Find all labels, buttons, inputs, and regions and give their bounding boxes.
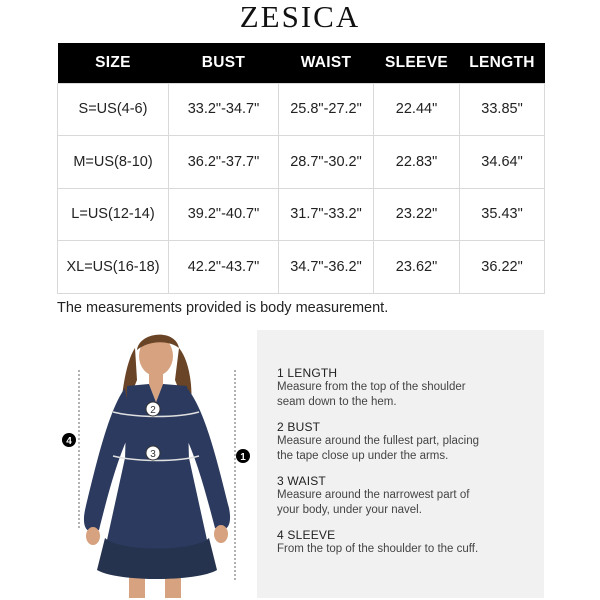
bust-cell: 42.2"-43.7" [169, 241, 279, 294]
instruction-sleeve [277, 528, 526, 557]
waist-cell: 25.8"-27.2" [279, 83, 374, 136]
waist-cell: 34.7"-36.2" [279, 241, 374, 294]
bust-cell: 39.2"-40.7" [169, 188, 279, 241]
instruction-title: 3 WAIST [277, 474, 326, 488]
instruction-text: From the top of the shoulder to the cuff. [277, 543, 479, 555]
sleeve-cell: 22.83" [374, 136, 460, 189]
instruction-text: Measure around the fullest part, placing [277, 435, 480, 447]
marker-1-label: 1 [240, 452, 246, 463]
instruction-title: 4 SLEEVE [277, 528, 336, 542]
instruction-text: Measure around the narrowest part of [277, 489, 470, 501]
size-cell: S=US(4-6) [58, 83, 169, 136]
marker-4-label: 4 [66, 436, 72, 447]
size-chart-table [57, 43, 545, 294]
length-cell: 33.85" [460, 83, 545, 136]
model-illustration [57, 330, 257, 598]
marker-3-label: 3 [150, 449, 156, 460]
sleeve-cell: 22.44" [374, 83, 460, 136]
table-row [58, 241, 545, 294]
table-row [58, 136, 545, 189]
instruction-bust [277, 420, 526, 463]
size-cell: XL=US(16-18) [58, 241, 169, 294]
sleeve-cell: 23.62" [374, 241, 460, 294]
instruction-text: seam down to the hem. [277, 395, 397, 408]
instruction-text: the tape close up under the arms. [277, 449, 449, 462]
instruction-waist [277, 474, 526, 517]
instruction-title: 1 LENGTH [277, 366, 338, 380]
header-size: SIZE [58, 43, 169, 83]
table-row [58, 83, 545, 136]
size-cell: M=US(8-10) [58, 136, 169, 189]
sleeve-cell: 23.22" [374, 188, 460, 241]
bust-cell: 36.2"-37.7" [169, 136, 279, 189]
waist-cell: 31.7"-33.2" [279, 188, 374, 241]
length-cell: 36.22" [460, 241, 545, 294]
instruction-length [277, 366, 526, 409]
dress-figure-image [57, 330, 257, 598]
size-cell: L=US(12-14) [58, 188, 169, 241]
brand-logo: ZESICA [239, 0, 361, 34]
waist-cell: 28.7"-30.2" [279, 136, 374, 189]
instruction-text: your body, under your navel. [277, 503, 422, 516]
marker-2-label: 2 [150, 405, 156, 416]
table-header-row [58, 43, 545, 83]
length-cell: 34.64" [460, 136, 545, 189]
header-sleeve: SLEEVE [374, 43, 460, 83]
bust-cell: 33.2"-34.7" [169, 83, 279, 136]
header-waist: WAIST [279, 43, 374, 83]
header-length: LENGTH [460, 43, 545, 83]
measurement-instructions-panel [257, 330, 544, 598]
header-bust: BUST [169, 43, 279, 83]
measurement-note: The measurements provided is body measurement. [57, 300, 389, 316]
length-cell: 35.43" [460, 188, 545, 241]
instruction-text: Measure from the top of the shoulder [277, 381, 466, 393]
instruction-title: 2 BUST [277, 420, 321, 434]
table-row [58, 188, 545, 241]
